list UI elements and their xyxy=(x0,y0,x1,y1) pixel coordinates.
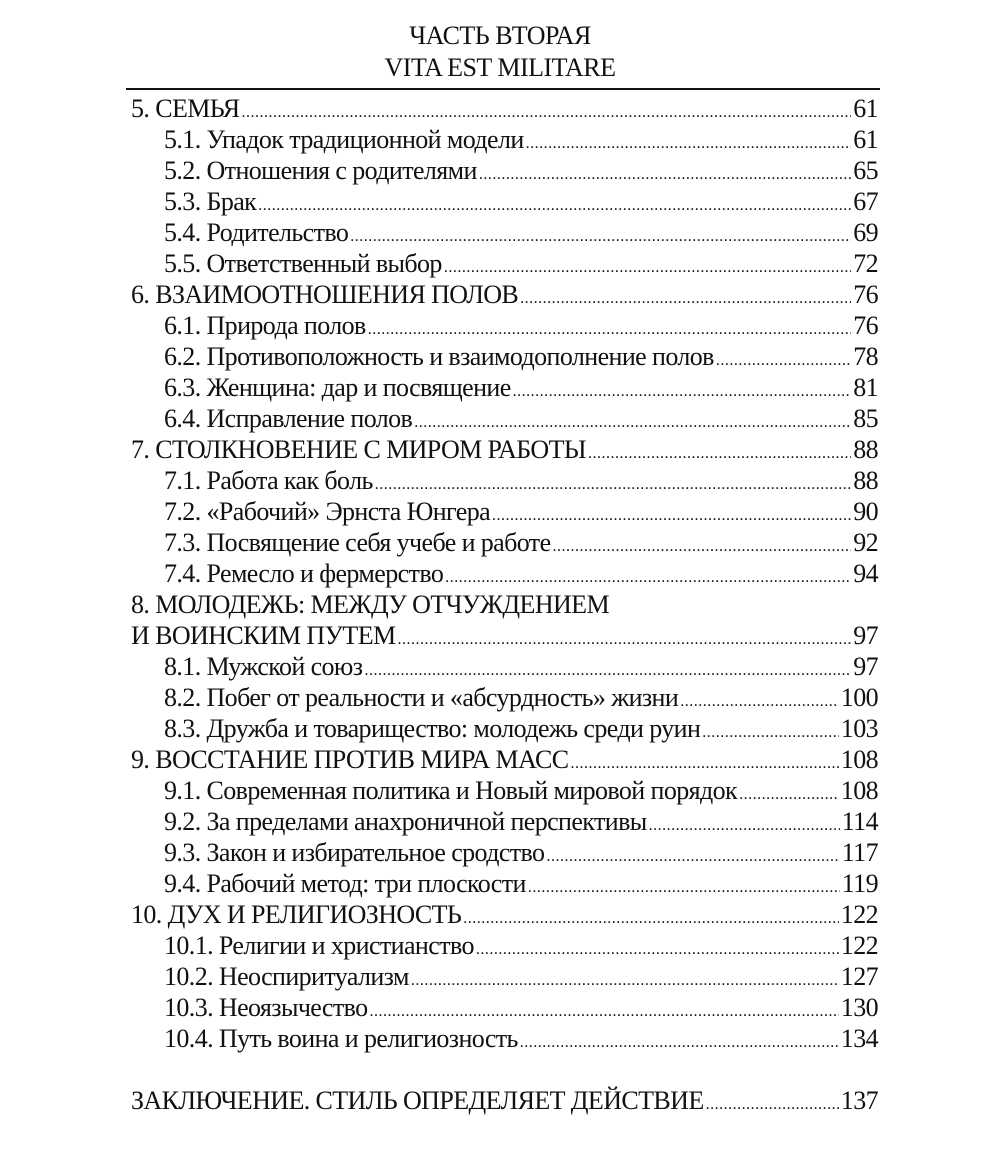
dot-leader xyxy=(350,217,851,252)
toc-entry-label: 6. ВЗАИМООТНОШЕНИЯ ПОЛОВ xyxy=(131,280,519,309)
toc-section-entry[interactable] xyxy=(131,155,878,186)
title-rule xyxy=(126,88,880,90)
toc-section-entry[interactable] xyxy=(131,930,878,961)
dot-leader xyxy=(364,651,851,686)
toc-entry-label: 10.1. Религии и христианство xyxy=(164,931,474,960)
toc-section-entry[interactable] xyxy=(131,992,878,1023)
toc-page-number: 122 xyxy=(840,900,878,929)
toc-section-entry[interactable] xyxy=(131,248,878,279)
toc-entry-label: 8. МОЛОДЕЖЬ: МЕЖДУ ОТЧУЖДЕНИЕМ xyxy=(131,590,609,619)
toc-entry-label: 8.3. Дружба и товарищество: молодежь среди руин xyxy=(164,714,701,743)
dot-leader xyxy=(570,744,838,779)
dot-leader xyxy=(528,868,840,903)
toc-page-number: 117 xyxy=(841,838,878,867)
toc-section-entry[interactable] xyxy=(131,527,878,558)
toc-page-number: 108 xyxy=(840,776,878,805)
dot-leader xyxy=(492,496,851,531)
toc-entry-label: 7.1. Работа как боль xyxy=(164,466,373,495)
toc-entry-label: 9.3. Закон и избирательное сродство xyxy=(164,838,545,867)
toc-page-number: 119 xyxy=(841,869,878,898)
table-of-contents xyxy=(131,93,878,1116)
toc-entry-label: 9. ВОССТАНИЕ ПРОТИВ МИРА МАСС xyxy=(131,745,569,774)
toc-chapter-entry[interactable] xyxy=(131,93,878,124)
toc-entry-label: ЗАКЛЮЧЕНИЕ. СТИЛЬ ОПРЕДЕЛЯЕТ ДЕЙСТВИЕ xyxy=(131,1086,704,1115)
section-spacer xyxy=(131,1054,878,1085)
dot-leader xyxy=(526,124,852,159)
toc-section-entry[interactable] xyxy=(131,465,878,496)
toc-page-number: 85 xyxy=(853,404,878,433)
toc-page-number: 88 xyxy=(853,466,878,495)
dot-leader xyxy=(375,465,851,500)
toc-page-number: 69 xyxy=(853,218,878,247)
toc-entry-label: 9.1. Современная политика и Новый мировой порядок xyxy=(164,776,738,805)
toc-page-number: 88 xyxy=(853,435,878,464)
toc-section-entry[interactable] xyxy=(131,651,878,682)
toc-page-number: 76 xyxy=(853,311,878,340)
toc-section-entry[interactable] xyxy=(131,837,878,868)
toc-section-entry[interactable] xyxy=(131,775,878,806)
toc-entry-label: 10.3. Неоязычество xyxy=(164,993,368,1022)
dot-leader xyxy=(258,186,851,221)
toc-section-entry[interactable] xyxy=(131,403,878,434)
toc-entry-label: 5.2. Отношения с родителями xyxy=(164,156,477,185)
dot-leader xyxy=(476,930,839,965)
toc-section-entry[interactable] xyxy=(131,341,878,372)
toc-entry-label: 8.2. Побег от реальности и «абсурдность» жизни xyxy=(164,683,679,712)
toc-chapter-entry[interactable] xyxy=(131,279,878,310)
toc-entry-label: 10.2. Неоспиритуализм xyxy=(164,962,409,991)
toc-entry-label: 9.2. За пределами анахроничной перспективы xyxy=(164,807,647,836)
toc-page-number: 78 xyxy=(853,342,878,371)
dot-leader xyxy=(706,1085,839,1120)
part-subtitle: VITA EST MILITARE xyxy=(384,53,616,82)
toc-page-number: 103 xyxy=(840,714,878,743)
toc-section-entry[interactable] xyxy=(131,682,878,713)
dot-leader xyxy=(513,372,852,407)
dot-leader xyxy=(546,837,839,872)
toc-chapter-entry[interactable] xyxy=(131,899,878,930)
toc-page-number: 100 xyxy=(840,683,878,712)
toc-entry-label: 10.4. Путь воина и религиозность xyxy=(164,1024,518,1053)
toc-section-entry[interactable] xyxy=(131,806,878,837)
dot-leader xyxy=(739,775,839,810)
toc-entry-label: 6.2. Противоположность и взаимодополнение полов xyxy=(164,342,714,371)
toc-entry-label: И ВОИНСКИМ ПУТЕМ xyxy=(131,621,396,650)
toc-page-number: 122 xyxy=(840,931,878,960)
toc-chapter-heading-line xyxy=(131,589,878,620)
toc-entry-label: 5.5. Ответственный выбор xyxy=(164,249,442,278)
toc-page-number: 94 xyxy=(853,559,878,588)
toc-page-number: 108 xyxy=(840,745,878,774)
toc-page-number: 81 xyxy=(853,373,878,402)
toc-entry-label: 8.1. Мужской союз xyxy=(164,652,363,681)
dot-leader xyxy=(702,713,839,748)
toc-page-number: 97 xyxy=(853,621,878,650)
toc-section-entry[interactable] xyxy=(131,217,878,248)
toc-entry-label: 5. СЕМЬЯ xyxy=(131,94,240,123)
toc-entry-label: 5.4. Родительство xyxy=(164,218,349,247)
dot-leader xyxy=(520,279,851,314)
dot-leader xyxy=(553,527,852,562)
toc-page-number: 97 xyxy=(853,652,878,681)
dot-leader xyxy=(463,899,839,934)
dot-leader xyxy=(398,620,852,655)
toc-page-number: 61 xyxy=(853,94,878,123)
toc-section-entry[interactable] xyxy=(131,124,878,155)
toc-section-entry[interactable] xyxy=(131,310,878,341)
dot-leader xyxy=(716,341,851,376)
toc-section-entry[interactable] xyxy=(131,372,878,403)
toc-page-number: 92 xyxy=(853,528,878,557)
toc-page-number: 137 xyxy=(840,1086,878,1115)
toc-entry-label: 7.4. Ремесло и фермерство xyxy=(164,559,444,588)
dot-leader xyxy=(680,682,839,717)
dot-leader xyxy=(588,434,851,469)
part-title: ЧАСТЬ ВТОРАЯ xyxy=(409,21,591,50)
toc-entry-label: 6.3. Женщина: дар и посвящение xyxy=(164,373,511,402)
toc-section-entry[interactable] xyxy=(131,558,878,589)
toc-section-entry[interactable] xyxy=(131,961,878,992)
toc-entry-label: 6.1. Природа полов xyxy=(164,311,366,340)
dot-leader xyxy=(444,248,851,283)
toc-entry-label: 9.4. Рабочий метод: три плоскости xyxy=(164,869,526,898)
toc-page-number: 65 xyxy=(853,156,878,185)
dot-leader xyxy=(411,961,839,996)
toc-entry-label: 6.4. Исправление полов xyxy=(164,404,413,433)
dot-leader xyxy=(479,155,851,190)
toc-chapter-entry[interactable] xyxy=(131,620,878,651)
toc-page-number: 130 xyxy=(840,993,878,1022)
toc-section-entry[interactable] xyxy=(131,868,878,899)
toc-page-number: 72 xyxy=(853,249,878,278)
toc-section-entry[interactable] xyxy=(131,496,878,527)
toc-entry-label: 7. СТОЛКНОВЕНИЕ С МИРОМ РАБОТЫ xyxy=(131,435,586,464)
toc-page-number: 134 xyxy=(840,1024,878,1053)
toc-chapter-entry[interactable] xyxy=(131,434,878,465)
toc-page-number: 76 xyxy=(853,280,878,309)
dot-leader xyxy=(445,558,851,593)
toc-conclusion-entry[interactable] xyxy=(131,1085,878,1116)
dot-leader xyxy=(649,806,840,841)
toc-page-number: 67 xyxy=(853,187,878,216)
toc-entry-label: 7.2. «Рабочий» Эрнста Юнгера xyxy=(164,497,491,526)
toc-section-entry[interactable] xyxy=(131,713,878,744)
dot-leader xyxy=(369,992,838,1027)
toc-page-number: 114 xyxy=(841,807,878,836)
toc-page-number: 90 xyxy=(853,497,878,526)
toc-page-number: 61 xyxy=(853,125,878,154)
dot-leader xyxy=(520,1023,839,1058)
toc-page-number: 127 xyxy=(840,962,878,991)
toc-entry-label: 7.3. Посвящение себя учебе и работе xyxy=(164,528,551,557)
dot-leader xyxy=(241,93,851,128)
toc-entry-label: 5.3. Брак xyxy=(164,187,257,216)
toc-entry-label: 5.1. Упадок традиционной модели xyxy=(164,125,524,154)
dot-leader xyxy=(368,310,851,345)
toc-entry-label: 10. ДУХ И РЕЛИГИОЗНОСТЬ xyxy=(131,900,462,929)
toc-chapter-entry[interactable] xyxy=(131,744,878,775)
toc-section-entry[interactable] xyxy=(131,186,878,217)
toc-section-entry[interactable] xyxy=(131,1023,878,1054)
dot-leader xyxy=(414,403,851,438)
